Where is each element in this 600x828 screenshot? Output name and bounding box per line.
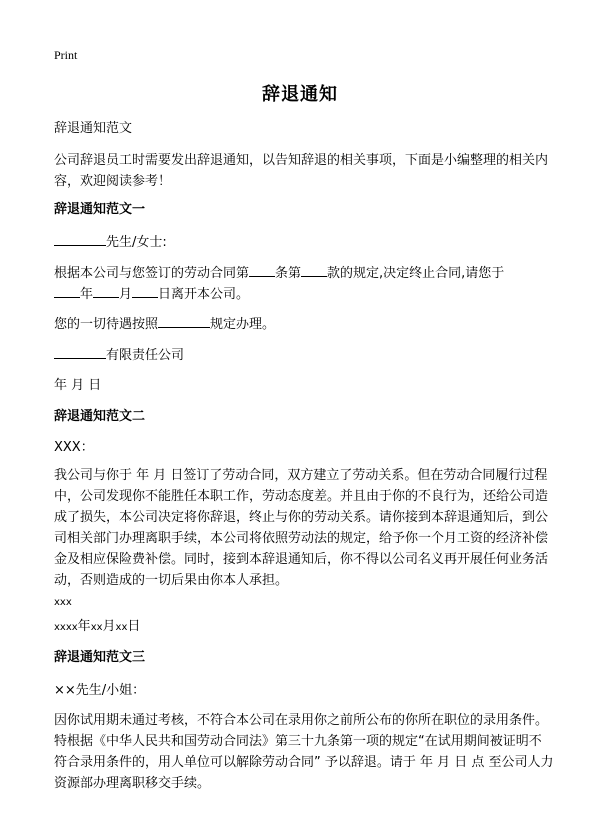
line2-c: 日离开本公司。	[158, 287, 250, 302]
line3-b: 规定办理。	[210, 317, 276, 332]
date-year-value: xxxx	[54, 622, 78, 633]
sample2-signer: xxx	[54, 597, 72, 608]
print-link[interactable]: Print	[54, 48, 78, 62]
blank-company	[54, 344, 106, 359]
sample2-salutation: XXX：	[54, 440, 94, 455]
line3-a: 您的一切待遇按照	[54, 317, 159, 332]
blank-article	[249, 262, 275, 277]
date-day-value: xx	[115, 622, 128, 633]
page-title: 辞退通知	[262, 84, 338, 105]
sample1-company	[54, 344, 554, 366]
sample3-body: 因你试用期未通过考核，不符合本公司在录用你之前所公布的你所在职位的录用条件。特根据《中华人民共和国劳动合同法》第三十九条第一项的规定“在试用期间被证明不符合录用条件的，用人单位可以解除劳动合同” 予以辞退。请于 年 月 日 点 至公司人力资源部办理离职移交手续。	[54, 713, 554, 791]
sample1-line3	[54, 313, 554, 335]
sample1-line2	[54, 283, 554, 305]
line1-a: 根据本公司与您签订的劳动合同第	[54, 266, 250, 281]
blank-rule	[158, 313, 210, 328]
line1-c: 款的规定,决定终止合同,请您于	[327, 266, 505, 281]
sample1-line1	[54, 262, 554, 284]
salutation-text: 先生/女士:	[106, 235, 167, 250]
date-month-value: xx	[90, 622, 103, 633]
line2-a: 年	[80, 287, 94, 302]
sample2-date	[54, 616, 554, 638]
blank-name	[54, 231, 106, 246]
blank-year	[54, 283, 80, 298]
blank-month	[93, 283, 119, 298]
intro-text: 公司辞退员工时需要发出辞退通知，以告知辞退的相关事项，下面是小编整理的相关内容，欢迎阅读参考！	[54, 153, 549, 189]
line1-b: 条第	[275, 266, 302, 281]
date-month-label: 月	[102, 619, 116, 634]
date-year-label: 年	[77, 619, 91, 634]
sample3-heading: 辞退通知范文三	[54, 650, 146, 665]
intro-heading: 辞退通知范文	[54, 121, 133, 136]
blank-day	[132, 283, 158, 298]
sample2-body: 我公司与你于 年 月 日签订了劳动合同，双方建立了劳动关系。但在劳动合同履行过程中，公司发现你不能胜任本职工作，劳动态度差。并且由于你的不良行为，还给公司造成了损失，本公司决定将你辞退，终止与你的劳动关系。请你接到本辞退通知后，到公司相关部门办理离职手续，本公司将依照劳动法的规定，给予你一个月工资的经济补偿金及相应保险费补偿。同时，接到本辞退通知后，你不得以公司名义再开展任何业务活动，否则造成的一切后果由你本人承担。	[54, 468, 549, 588]
sample1-heading: 辞退通知范文一	[54, 202, 146, 217]
company-text: 有限责任公司	[106, 348, 185, 363]
sample3-salutation: ××先生/小姐：	[54, 683, 146, 698]
blank-clause	[301, 262, 327, 277]
sample2-heading: 辞退通知范文二	[54, 409, 146, 424]
sample1-date: 年 月 日	[54, 378, 102, 393]
sample1-salutation	[54, 231, 554, 253]
line2-b: 月	[119, 287, 133, 302]
date-day-label: 日	[127, 619, 141, 634]
